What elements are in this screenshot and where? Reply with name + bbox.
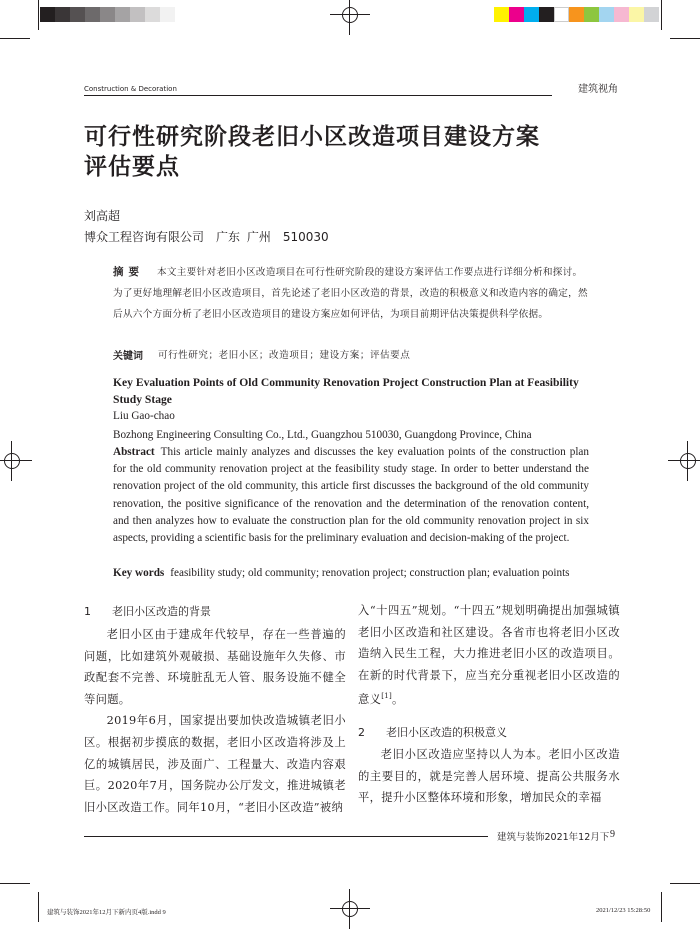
color-swatch [569,7,584,22]
gray-swatch [130,7,145,22]
abstract-text: 本文主要针对老旧小区改造项目在可行性研究阶段的建设方案评估工作要点进行详细分析和探讨。为了更好地理解老旧小区改造项目，首先论述了老旧小区改造的背景，改造的积极意义和改造内容的确定，然后从六个方面分析了老旧小区改造项目的建设方案应如何评估，为项目前期评估决策提供科学依据。 [113,267,588,320]
keywords-label: 关键词 [113,351,143,362]
color-swatch [524,7,539,22]
gray-swatch [85,7,100,22]
author-affiliation: 博众工程咨询有限公司 广东 广州 510030 [84,230,329,244]
keywords-text: 可行性研究；老旧小区；改造项目；建设方案；评估要点 [158,350,411,361]
paragraph: 老旧小区由于建成年代较早，存在一些普遍的问题，比如建筑外观破损、基础设施年久失修、市政配套不完善、环境脏乱无人管、服务设施不健全等问题。 [84,628,346,706]
color-swatch [509,7,524,22]
color-swatch [494,7,509,22]
paragraph-end: 。 [392,693,404,707]
english-abstract-label: Abstract [113,446,155,458]
paragraph: 老旧小区改造应坚持以人为本。老旧小区改造的主要目的，就是完善人居环境、提高公共服务水平，提升小区整体环境和形象，增加民众的幸福 [358,748,620,805]
crop-mark [0,883,30,884]
gray-swatch [100,7,115,22]
crop-mark [38,892,39,922]
gray-swatch [55,7,70,22]
color-swatch [539,7,554,22]
registration-mark [336,895,364,923]
paragraph-continued [358,600,620,711]
registration-mark [336,1,364,29]
color-swatch [554,7,569,22]
color-bar [494,7,659,22]
article-title-line1: 可行性研究阶段老旧小区改造项目建设方案 [84,124,540,150]
crop-mark [661,892,662,922]
article-title-line2: 评估要点 [84,154,180,180]
crop-mark [661,0,662,30]
crop-mark [38,0,39,30]
section-heading-1 [84,603,211,619]
registration-mark [0,447,26,475]
gray-swatch [115,7,130,22]
color-swatch [599,7,614,22]
english-author: Liu Gao-chao [113,410,175,422]
section-number: 1 [84,605,91,618]
gray-swatch [160,7,175,22]
gray-swatch [40,7,55,22]
footer-journal: 建筑与装饰2021年12月下 [497,832,610,843]
color-swatch [584,7,599,22]
slug-filename: 建筑与装饰2021年12月下新内页4版.indd 9 [47,909,166,916]
running-header-right: 建筑视角 [578,84,618,95]
section-number: 2 [358,726,365,739]
running-header-left: Construction & Decoration [84,85,177,93]
body-column-left [84,624,346,818]
author-name: 刘高超 [84,209,121,223]
body-column-right [358,600,620,711]
crop-mark [670,38,700,39]
section-heading-2 [358,724,507,740]
article-title [84,122,624,182]
english-abstract-text: This article mainly analyzes and discusses the key evaluation points of the construction plan for the old community renovation project at the feasibility study stage. In order to better understand the renovation project of the old community, this article first discusses the background of the old community renovation, the positive significance of the renovation and the determination of the renovation content, and then analyzes how to evaluate the construction plan for the old community renovation project in six aspects, providing a scientific basis for the preliminary evaluation and decision-making of the project. [113,446,589,545]
page-number: 9 [610,829,615,840]
paragraph: 2019年6月，国家提出要加快改造城镇老旧小区。根据初步摸底的数据，老旧小区改造将涉及上亿的城镇居民，涉及面广、工程量大、改造内容艰巨。2020年7月，国务院办公厅发文，推进城镇老旧小区改造工作。同年10月，“老旧小区改造”被纳 [84,714,346,814]
english-keywords [113,567,593,579]
color-swatch [629,7,644,22]
abstract-label: 摘要 [113,266,144,278]
grayscale-bar [40,7,175,22]
slug-timestamp: 2021/12/23 15:28:50 [596,907,651,914]
gray-swatch [145,7,160,22]
gray-swatch [70,7,85,22]
english-keywords-label: Key words [113,567,165,579]
section-title: 老旧小区改造的背景 [112,605,211,618]
english-title: Key Evaluation Points of Old Community Renovation Project Construction Plan at Feasibility Study Stage [113,376,579,406]
english-abstract [113,444,589,547]
registration-mark [674,447,700,475]
color-swatch [644,7,659,22]
body-column-right-lower [358,744,620,809]
english-keywords-text: feasibility study; old community; renovation project; construction plan; evaluation points [170,567,570,579]
crop-mark [0,38,30,39]
citation: [1] [381,692,393,701]
crop-mark [670,883,700,884]
footer-rule [84,836,488,837]
paragraph-text: 入“十四五”规划。“十四五”规划明确提出加强城镇老旧小区改造和社区建设。各省市也将老旧小区改造纳入民生工程，大力推进老旧小区的改造项目。在新的时代背景下，应当充分重视老旧小区改造的意义 [358,604,620,707]
english-affiliation: Bozhong Engineering Consulting Co., Ltd., Guangzhou 510030, Guangdong Province, China [113,429,532,441]
header-rule [84,95,552,96]
section-title: 老旧小区改造的积极意义 [386,726,507,739]
color-swatch [614,7,629,22]
